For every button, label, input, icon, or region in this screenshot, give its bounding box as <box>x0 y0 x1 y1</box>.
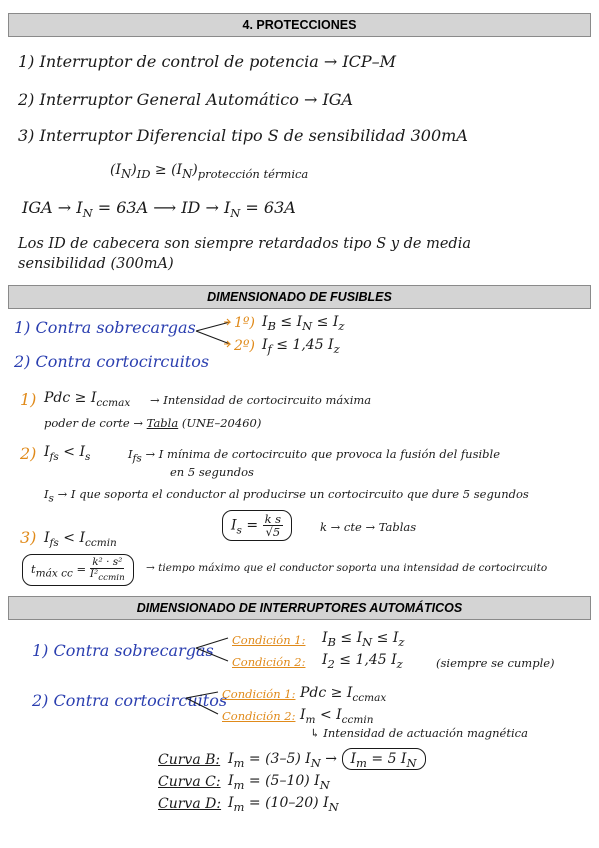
ia-cc-cond2-formula: $I_m < I_{ccmin}$ <box>300 707 374 726</box>
cc-item3-number: 3) <box>20 528 37 547</box>
fusibles-cond1-label: 1º) <box>234 315 255 331</box>
cc-item1-number: 1) <box>20 390 37 409</box>
fusibles-cortocircuitos-title: 2) Contra cortocircuitos <box>14 352 210 371</box>
fusibles-cond2-formula: $I_f \le 1,45$ $I_z$ <box>262 337 340 356</box>
cc-is-formula-box: $I_s$ = $\frac{\text{k s}}{√5}$ <box>222 510 292 541</box>
note-id-cabecera-2: sensibilidad (300mA) <box>18 256 174 272</box>
formula-id-vs-termica: $(I_N)_{ID} \ge (I_N)_{protección térmica}$ <box>110 162 309 181</box>
ia-sob-cond2-formula: $I_2 \le 1,45$ $I_z$ <box>322 652 403 671</box>
ia-sob-cond2-note: (siempre se cumple) <box>436 656 555 670</box>
ia-sob-cond2-label: Condición 2: <box>232 655 306 669</box>
section-header-fusibles: DIMENSIONADO DE FUSIBLES <box>8 285 591 309</box>
line-icp: 1) Interruptor de control de potencia → ICP–M <box>18 52 397 71</box>
curva-c-label: Curva C: <box>158 774 221 790</box>
cc-ifs-description-2: en 5 segundos <box>170 465 254 479</box>
ia-sobrecargas-title: 1) Contra sobrecargas <box>32 641 214 660</box>
cc-ifs-ccmin-formula: $I_{fs} < I_{ccmin}$ <box>44 530 117 549</box>
ia-cortocircuitos-title: 2) Contra cortocircuitos <box>32 691 228 710</box>
fusibles-sobrecargas-title: 1) Contra sobrecargas <box>14 318 196 337</box>
cc-pdc-description: → Intensidad de cortocircuito máxima <box>150 393 372 407</box>
formula-iga-63a: IGA → $I_N = 63A$ ⟶ ID → $I_N = 63A$ <box>22 198 296 221</box>
note-id-cabecera-1: Los ID de cabecera son siempre retardados tipo S y de media <box>18 236 471 252</box>
ia-cc-cond2-note: ↳ Intensidad de actuación magnética <box>310 726 528 740</box>
curva-b-formula: $I_m = (3-5) I_N \to I_m = 5$ $I_N$ <box>228 751 426 770</box>
cc-pdc-formula: Pdc ≥ $I_{ccmax}$ <box>44 390 131 409</box>
cc-k-constant: k → cte → Tablas <box>320 520 417 534</box>
ia-sob-cond1-label: Condición 1: <box>232 633 306 647</box>
fusibles-cond1-formula: $I_B \le I_N \le I_z$ <box>262 314 345 333</box>
curva-b-label: Curva B: <box>158 752 221 768</box>
ia-cc-cond2-label: Condición 2: <box>222 709 296 723</box>
line-iga: 2) Interruptor General Automático → IGA <box>18 90 354 109</box>
ia-sob-cond1-formula: $I_B \le I_N \le I_z$ <box>322 630 405 649</box>
curva-c-formula: $I_m = (5-10)$ $I_N$ <box>228 773 330 792</box>
section-header-protecciones: 4. PROTECCIONES <box>8 13 591 37</box>
cc-tmax-formula-box: $t_{máx cc}$ = $\frac{\text{k² · s²}}{I^2_{ccmin}}$ <box>22 554 134 586</box>
cc-is-description: $I_s \to I$ que soporta el conductor al producirse un cortocircuito que dure 5 segundos <box>44 487 529 505</box>
curva-d-formula: $I_m = (10-20)$ $I_N$ <box>228 795 339 814</box>
cc-ifs-description: $I_{fs} \to I$ mínima de cortocircuito que provoca la fusión del fusible <box>128 447 501 465</box>
cc-ifs-formula: $I_{fs} < I_s$ <box>44 444 91 463</box>
fusibles-cond2-label: 2º) <box>234 338 255 354</box>
section-header-interruptores: DIMENSIONADO DE INTERRUPTORES AUTOMÁTICOS <box>8 596 591 620</box>
cc-tmax-description: → tiempo máximo que el conductor soporta una intensidad de cortocircuito <box>146 562 548 574</box>
cc-item2-number: 2) <box>20 444 37 463</box>
curva-d-label: Curva D: <box>158 796 222 812</box>
cc-poder-de-corte: poder de corte → Tabla (UNE–20460) <box>44 416 262 430</box>
ia-cc-cond1-formula: Pdc ≥ $I_{ccmax}$ <box>300 685 387 704</box>
line-diferencial: 3) Interruptor Diferencial tipo S de sensibilidad 300mA <box>18 126 468 145</box>
ia-cc-cond1-label: Condición 1: <box>222 687 296 701</box>
